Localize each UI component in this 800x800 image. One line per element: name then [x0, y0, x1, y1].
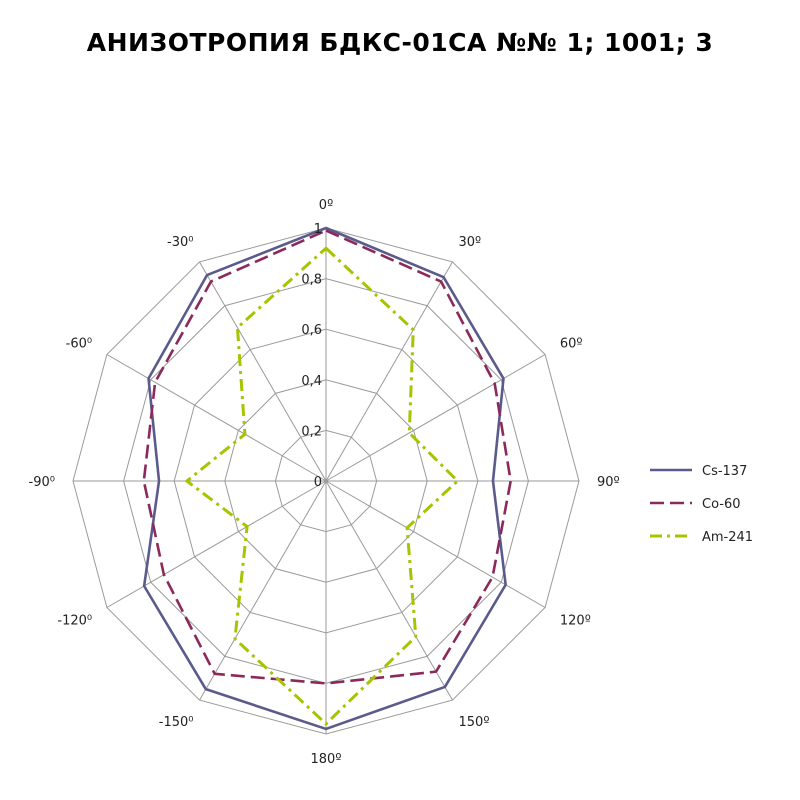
radial-tick-label: 0 [313, 475, 322, 490]
grid-spoke [326, 355, 545, 482]
legend-label: Cs-137 [702, 464, 748, 479]
legend [650, 464, 753, 545]
angle-label: -120⁰ [57, 613, 93, 629]
radar-spokes [73, 228, 579, 734]
angle-label: 60º [559, 336, 583, 352]
grid-spoke [107, 481, 326, 608]
radial-tick-label: 0,4 [301, 373, 322, 389]
angle-label: 30º [458, 235, 482, 251]
grid-spoke [200, 481, 327, 700]
angle-label: 120º [559, 613, 591, 629]
chart-title: АНИЗОТРОПИЯ БДКС-01СА №№ 1; 1001; 3 [86, 28, 714, 57]
angle-label: 90º [597, 475, 620, 490]
radial-tick-label: 0,6 [301, 323, 322, 339]
angle-label: -90⁰ [28, 475, 55, 490]
angle-label: -150⁰ [158, 714, 194, 730]
grid-spoke [107, 355, 326, 482]
radial-tick-label: 0,8 [301, 272, 322, 288]
radial-tick-label: 0,2 [301, 424, 322, 440]
grid-spoke [200, 262, 327, 481]
grid-spoke [326, 481, 453, 700]
angle-label: 180º [310, 752, 342, 767]
legend-label: Co-60 [702, 497, 741, 512]
angle-label: 0º [318, 198, 334, 213]
radial-tick-labels [301, 222, 322, 490]
radial-tick-label: 1 [313, 222, 322, 237]
legend-label: Am-241 [702, 530, 754, 545]
angle-label: -60⁰ [65, 336, 93, 352]
angle-label: -30⁰ [167, 235, 194, 251]
grid-spoke [326, 262, 453, 481]
angle-label: 150º [458, 714, 490, 730]
